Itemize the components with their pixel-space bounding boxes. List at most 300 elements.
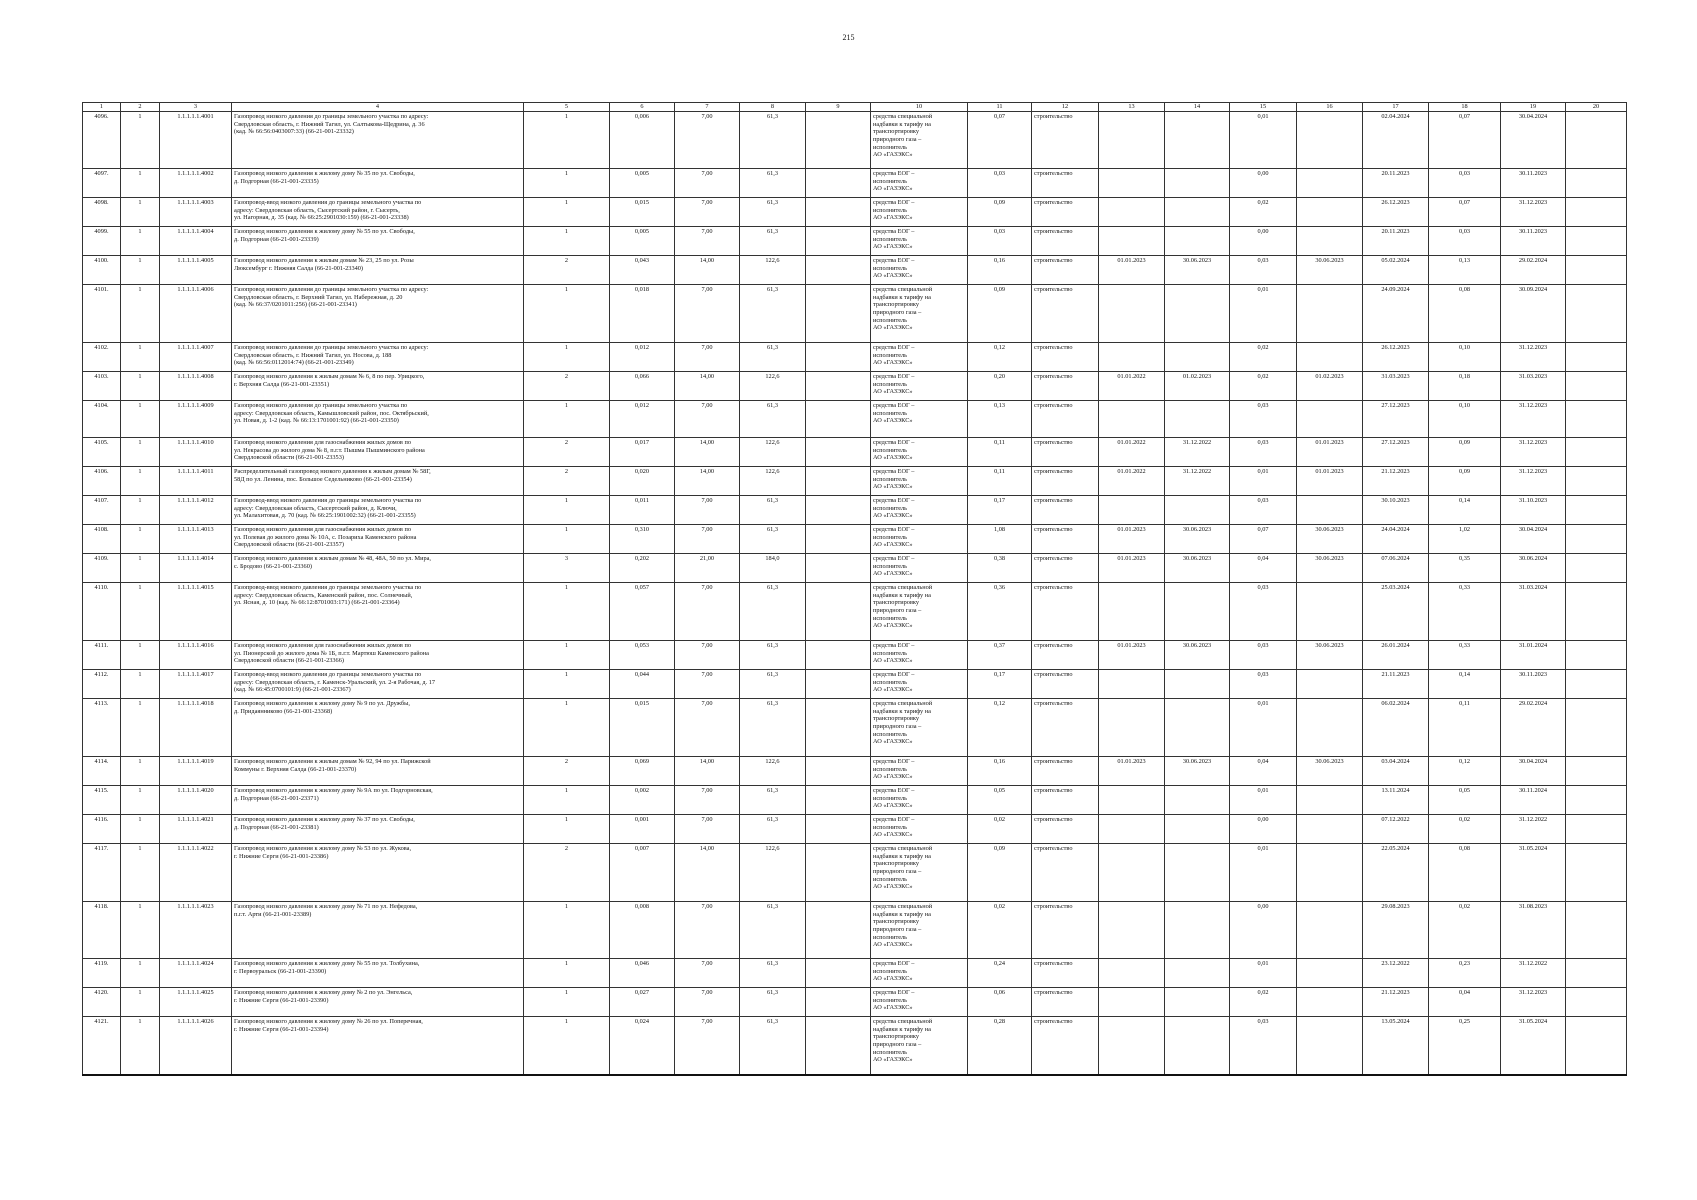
src-line: средства ЕОГ – (873, 257, 915, 264)
cell-c19: 31.05.2024 (1501, 1017, 1566, 1075)
cell-n: 4116. (83, 815, 121, 844)
desc-line: г. Верхняя Салда (66-21-001-23351) (234, 380, 330, 388)
cell-c15: 0,03 (1230, 641, 1297, 670)
cell-c8: 61,3 (740, 641, 806, 670)
cell-c12: строительство (1032, 285, 1099, 343)
cell-code: 1.1.1.1.1.4024 (160, 959, 232, 988)
cell-c17: 24.04.2024 (1363, 525, 1429, 554)
desc-line: Свердловская область, г. Нижний Тагил, ул. Салтыкова-Щедрина, д. 36 (234, 120, 425, 128)
cell-c7: 7,00 (675, 525, 740, 554)
cell-c17: 06.02.2024 (1363, 699, 1429, 757)
cell-code: 1.1.1.1.1.4011 (160, 467, 232, 496)
cell-c15: 0,02 (1230, 198, 1297, 227)
cell-src (871, 699, 968, 757)
cell-code: 1.1.1.1.1.4021 (160, 815, 232, 844)
cell-desc (232, 670, 524, 699)
cell-c11: 0,17 (968, 496, 1032, 525)
cell-c2: 1 (121, 372, 160, 401)
cell-c6: 0,027 (610, 988, 675, 1017)
src-line: средства специальной (873, 1018, 933, 1025)
cell-desc (232, 554, 524, 583)
desc-line: ул. Некрасова до жилого дома № 8, п.г.т. Пышма Пышминского района (234, 446, 425, 454)
src-line: АО «ГАЗЭКС» (873, 151, 913, 159)
cell-c11: 0,06 (968, 988, 1032, 1017)
cell-c18: 0,05 (1429, 786, 1501, 815)
cell-c14 (1165, 496, 1230, 525)
src-line: исполнитель (873, 562, 908, 570)
cell-c15: 0,02 (1230, 988, 1297, 1017)
cell-c5: 1 (524, 496, 610, 525)
cell-c19: 30.04.2024 (1501, 525, 1566, 554)
cell-c16 (1297, 815, 1363, 844)
src-line: природного газа – (873, 136, 922, 144)
cell-c14: 30.06.2023 (1165, 641, 1230, 670)
desc-line: Газопровод низкого давления для газоснабжения жилых домов по (234, 642, 411, 649)
cell-c2: 1 (121, 670, 160, 699)
cell-c16 (1297, 401, 1363, 438)
cell-c11: 0,09 (968, 285, 1032, 343)
src-line: исполнитель (873, 177, 908, 185)
table-row (83, 343, 1627, 372)
src-line: АО «ГАЗЭКС» (873, 941, 913, 949)
desc-line: Газопровод низкого давления к жилому дому № 35 по ул. Свободы, (234, 170, 415, 177)
cell-c17: 24.09.2024 (1363, 285, 1429, 343)
src-line: средства ЕОГ – (873, 497, 915, 504)
cell-c16 (1297, 786, 1363, 815)
cell-c15: 0,02 (1230, 343, 1297, 372)
cell-c5: 2 (524, 256, 610, 285)
cell-c17: 26.12.2023 (1363, 198, 1429, 227)
cell-c8: 61,3 (740, 285, 806, 343)
investment-table (82, 102, 1627, 1076)
cell-c11: 0,17 (968, 670, 1032, 699)
table-row (83, 583, 1627, 641)
cell-c8: 61,3 (740, 401, 806, 438)
cell-c14 (1165, 699, 1230, 757)
cell-c17: 07.12.2022 (1363, 815, 1429, 844)
cell-desc (232, 583, 524, 641)
cell-c9 (806, 112, 871, 169)
cell-c15: 0,04 (1230, 757, 1297, 786)
cell-c7: 7,00 (675, 285, 740, 343)
cell-c19: 31.12.2023 (1501, 401, 1566, 438)
cell-c19: 30.06.2024 (1501, 554, 1566, 583)
cell-code: 1.1.1.1.1.4002 (160, 169, 232, 198)
cell-code: 1.1.1.1.1.4007 (160, 343, 232, 372)
desc-line: Газопровод низкого давления к жилым домам № 92, 94 по ул. Парижской (234, 758, 431, 765)
cell-c15: 0,03 (1230, 1017, 1297, 1075)
cell-c20 (1566, 256, 1627, 285)
cell-c8: 61,3 (740, 699, 806, 757)
table-row (83, 786, 1627, 815)
cell-desc (232, 525, 524, 554)
src-line: исполнитель (873, 794, 908, 802)
cell-c16 (1297, 844, 1363, 902)
desc-line: г. Нижние Серги (66-21-001-23394) (234, 1025, 329, 1033)
column-header: 16 (1297, 103, 1363, 112)
cell-c13: 01.01.2022 (1099, 467, 1165, 496)
cell-c5: 2 (524, 372, 610, 401)
cell-c11: 0,11 (968, 467, 1032, 496)
cell-c16: 30.06.2023 (1297, 554, 1363, 583)
src-line: исполнитель (873, 475, 908, 483)
cell-c12: строительство (1032, 902, 1099, 959)
cell-code: 1.1.1.1.1.4014 (160, 554, 232, 583)
cell-c16 (1297, 1017, 1363, 1075)
cell-c16 (1297, 988, 1363, 1017)
src-line: средства ЕОГ – (873, 758, 915, 765)
cell-c7: 7,00 (675, 815, 740, 844)
desc-line: г. Нижние Серги (66-21-001-23390) (234, 996, 329, 1004)
src-line: АО «ГАЗЭКС» (873, 883, 913, 891)
src-line: средства ЕОГ – (873, 373, 915, 380)
src-line: АО «ГАЗЭКС» (873, 1056, 913, 1064)
column-header: 19 (1501, 103, 1566, 112)
cell-c8: 122,6 (740, 844, 806, 902)
cell-c18: 0,33 (1429, 583, 1501, 641)
cell-c11: 0,05 (968, 786, 1032, 815)
cell-c5: 1 (524, 198, 610, 227)
desc-line: 58Д по ул. Ленина, пос. Большое Седельниково (66-21-001-23354) (234, 475, 412, 483)
cell-c2: 1 (121, 988, 160, 1017)
cell-c12: строительство (1032, 401, 1099, 438)
cell-c2: 1 (121, 343, 160, 372)
cell-code: 1.1.1.1.1.4015 (160, 583, 232, 641)
cell-n: 4117. (83, 844, 121, 902)
cell-c15: 0,04 (1230, 554, 1297, 583)
cell-c9 (806, 670, 871, 699)
cell-c18: 0,10 (1429, 401, 1501, 438)
src-line: средства ЕОГ – (873, 671, 915, 678)
cell-c18: 0,25 (1429, 1017, 1501, 1075)
cell-c11: 0,07 (968, 112, 1032, 169)
cell-c11: 0,20 (968, 372, 1032, 401)
cell-c2: 1 (121, 227, 160, 256)
column-header: 15 (1230, 103, 1297, 112)
cell-code: 1.1.1.1.1.4001 (160, 112, 232, 169)
src-line: средства ЕОГ – (873, 555, 915, 562)
cell-c16 (1297, 583, 1363, 641)
cell-c8: 122,6 (740, 372, 806, 401)
cell-c13 (1099, 902, 1165, 959)
cell-c9 (806, 438, 871, 467)
cell-c13: 01.01.2023 (1099, 641, 1165, 670)
desc-line: с. Бродово (66-21-001-23360) (234, 562, 312, 570)
src-line: исполнитель (873, 409, 908, 417)
cell-c7: 7,00 (675, 227, 740, 256)
table-body (83, 112, 1627, 1075)
cell-c9 (806, 227, 871, 256)
cell-c13 (1099, 583, 1165, 641)
cell-desc (232, 343, 524, 372)
cell-c7: 14,00 (675, 844, 740, 902)
cell-c6: 0,006 (610, 112, 675, 169)
desc-line: Газопровод низкого давления к жилым домам № 48, 48А, 50 по ул. Мира, (234, 555, 431, 562)
src-line: транспортировку (873, 715, 920, 723)
cell-src (871, 988, 968, 1017)
cell-c16 (1297, 343, 1363, 372)
cell-c2: 1 (121, 169, 160, 198)
cell-c11: 0,12 (968, 699, 1032, 757)
cell-c5: 1 (524, 401, 610, 438)
table-row (83, 815, 1627, 844)
cell-code: 1.1.1.1.1.4013 (160, 525, 232, 554)
cell-c12: строительство (1032, 815, 1099, 844)
cell-c12: строительство (1032, 372, 1099, 401)
cell-c19: 31.12.2022 (1501, 815, 1566, 844)
cell-c9 (806, 198, 871, 227)
cell-n: 4113. (83, 699, 121, 757)
column-header: 3 (160, 103, 232, 112)
cell-c15: 0,03 (1230, 583, 1297, 641)
cell-c15: 0,03 (1230, 401, 1297, 438)
cell-c14 (1165, 112, 1230, 169)
cell-c17: 07.06.2024 (1363, 554, 1429, 583)
cell-c13 (1099, 786, 1165, 815)
src-line: средства специальной (873, 584, 933, 591)
cell-n: 4112. (83, 670, 121, 699)
cell-c20 (1566, 285, 1627, 343)
cell-c2: 1 (121, 525, 160, 554)
cell-c8: 122,6 (740, 757, 806, 786)
cell-desc (232, 815, 524, 844)
src-line: транспортировку (873, 860, 920, 868)
cell-c8: 61,3 (740, 670, 806, 699)
cell-c9 (806, 583, 871, 641)
cell-n: 4115. (83, 786, 121, 815)
cell-c20 (1566, 438, 1627, 467)
cell-c20 (1566, 112, 1627, 169)
cell-c13 (1099, 112, 1165, 169)
page-number: 215 (842, 33, 855, 42)
desc-line: Газопровод низкого давления к жилому дому № 53 по ул. Жукова, (234, 845, 412, 852)
cell-c6: 0,046 (610, 959, 675, 988)
cell-c20 (1566, 786, 1627, 815)
cell-c17: 23.12.2022 (1363, 959, 1429, 988)
cell-c11: 0,12 (968, 343, 1032, 372)
desc-line: Коммуны г. Верхняя Салда (66-21-001-23370) (234, 765, 357, 773)
desc-line: Газопровод-ввод низкого давления до границы земельного участка по (234, 497, 422, 504)
cell-c17: 26.12.2023 (1363, 343, 1429, 372)
src-line: АО «ГАЗЭКС» (873, 1004, 913, 1012)
cell-c16: 01.02.2023 (1297, 372, 1363, 401)
cell-c20 (1566, 401, 1627, 438)
desc-line: ул. Малахитовая, д. 70 (кад. № 66:25:1901002:32) (66-21-001-23355) (234, 512, 416, 520)
src-line: исполнитель (873, 264, 908, 272)
cell-desc (232, 285, 524, 343)
cell-c7: 7,00 (675, 1017, 740, 1075)
table-row (83, 401, 1627, 438)
cell-c6: 0,017 (610, 438, 675, 467)
cell-src (871, 1017, 968, 1075)
cell-c2: 1 (121, 285, 160, 343)
cell-c2: 1 (121, 198, 160, 227)
cell-c8: 122,6 (740, 467, 806, 496)
cell-c6: 0,012 (610, 343, 675, 372)
cell-c5: 1 (524, 988, 610, 1017)
cell-c12: строительство (1032, 467, 1099, 496)
desc-line: Свердловская область, г. Нижний Тагил, ул. Носова, д. 188 (234, 351, 392, 359)
desc-line: Газопровод низкого давления к жилому дому № 9А по ул. Подгорновская, (234, 787, 433, 794)
cell-c19: 31.03.2024 (1501, 583, 1566, 641)
cell-c20 (1566, 959, 1627, 988)
cell-c6: 0,012 (610, 401, 675, 438)
src-line: АО «ГАЗЭКС» (873, 483, 913, 491)
cell-c13 (1099, 343, 1165, 372)
cell-c19: 29.02.2024 (1501, 256, 1566, 285)
cell-c18: 0,10 (1429, 343, 1501, 372)
column-header: 13 (1099, 103, 1165, 112)
cell-c17: 29.08.2023 (1363, 902, 1429, 959)
desc-line: Газопровод низкого давления до границы земельного участка по адресу: (234, 344, 429, 351)
cell-c6: 0,202 (610, 554, 675, 583)
cell-desc (232, 256, 524, 285)
cell-c2: 1 (121, 438, 160, 467)
cell-c8: 61,3 (740, 583, 806, 641)
cell-c7: 7,00 (675, 583, 740, 641)
cell-code: 1.1.1.1.1.4016 (160, 641, 232, 670)
cell-n: 4104. (83, 401, 121, 438)
cell-c19: 30.11.2023 (1501, 670, 1566, 699)
src-line: транспортировку (873, 1033, 920, 1041)
cell-c14: 30.06.2023 (1165, 554, 1230, 583)
column-number-row (83, 103, 1627, 112)
cell-code: 1.1.1.1.1.4026 (160, 1017, 232, 1075)
src-line: средства ЕОГ – (873, 170, 915, 177)
cell-c2: 1 (121, 467, 160, 496)
cell-src (871, 112, 968, 169)
cell-c17: 26.01.2024 (1363, 641, 1429, 670)
desc-line: Газопровод низкого давления для газоснабжения жилых домов по (234, 439, 411, 446)
cell-c13 (1099, 285, 1165, 343)
cell-src (871, 786, 968, 815)
cell-c19: 30.09.2024 (1501, 285, 1566, 343)
cell-c5: 1 (524, 227, 610, 256)
cell-c7: 7,00 (675, 641, 740, 670)
cell-c11: 0,24 (968, 959, 1032, 988)
src-line: АО «ГАЗЭКС» (873, 214, 913, 222)
cell-c18: 0,03 (1429, 169, 1501, 198)
cell-c6: 0,310 (610, 525, 675, 554)
cell-c18: 0,35 (1429, 554, 1501, 583)
cell-c13 (1099, 670, 1165, 699)
src-line: средства ЕОГ – (873, 816, 915, 823)
cell-c6: 0,002 (610, 786, 675, 815)
cell-c12: строительство (1032, 670, 1099, 699)
cell-c18: 0,11 (1429, 699, 1501, 757)
src-line: исполнитель (873, 533, 908, 541)
cell-c5: 1 (524, 959, 610, 988)
src-line: средства ЕОГ – (873, 960, 915, 967)
cell-c19: 29.02.2024 (1501, 699, 1566, 757)
cell-src (871, 467, 968, 496)
cell-c8: 122,6 (740, 256, 806, 285)
src-line: средства специальной (873, 903, 933, 910)
cell-c5: 1 (524, 815, 610, 844)
cell-c7: 14,00 (675, 372, 740, 401)
cell-c9 (806, 285, 871, 343)
src-line: транспортировку (873, 918, 920, 926)
cell-c16: 30.06.2023 (1297, 256, 1363, 285)
cell-src (871, 438, 968, 467)
cell-c7: 7,00 (675, 786, 740, 815)
table-row (83, 757, 1627, 786)
cell-c14: 01.02.2023 (1165, 372, 1230, 401)
table-row (83, 844, 1627, 902)
cell-c5: 2 (524, 438, 610, 467)
column-header: 6 (610, 103, 675, 112)
cell-c18: 0,23 (1429, 959, 1501, 988)
desc-line: Газопровод низкого давления к жилым домам № 23, 25 по ул. Розы (234, 257, 414, 264)
cell-c7: 7,00 (675, 988, 740, 1017)
src-line: исполнитель (873, 875, 908, 883)
cell-c9 (806, 699, 871, 757)
src-line: АО «ГАЗЭКС» (873, 686, 913, 694)
src-line: средства ЕОГ – (873, 228, 915, 235)
cell-c8: 61,3 (740, 343, 806, 372)
table-row (83, 525, 1627, 554)
cell-c6: 0,005 (610, 169, 675, 198)
src-line: надбавки к тарифу на (873, 1025, 931, 1033)
desc-line: Газопровод-ввод низкого давления до границы земельного участка по (234, 199, 422, 206)
cell-c19: 31.10.2023 (1501, 496, 1566, 525)
cell-c14: 30.06.2023 (1165, 757, 1230, 786)
cell-c14 (1165, 902, 1230, 959)
desc-line: Газопровод низкого давления до границы земельного участка по адресу: (234, 286, 429, 293)
desc-line: д. Придаянниково (66-21-001-23368) (234, 707, 333, 715)
cell-c5: 1 (524, 786, 610, 815)
cell-c18: 0,14 (1429, 496, 1501, 525)
table-row (83, 641, 1627, 670)
cell-c6: 0,018 (610, 285, 675, 343)
cell-c19: 31.12.2023 (1501, 198, 1566, 227)
src-line: АО «ГАЗЭКС» (873, 570, 913, 578)
cell-c17: 27.12.2023 (1363, 438, 1429, 467)
cell-c11: 0,02 (968, 815, 1032, 844)
cell-n: 4108. (83, 525, 121, 554)
cell-code: 1.1.1.1.1.4019 (160, 757, 232, 786)
cell-c19: 31.12.2023 (1501, 438, 1566, 467)
table-row (83, 227, 1627, 256)
cell-n: 4105. (83, 438, 121, 467)
cell-src (871, 583, 968, 641)
cell-c15: 0,07 (1230, 525, 1297, 554)
cell-desc (232, 169, 524, 198)
src-line: АО «ГАЗЭКС» (873, 454, 913, 462)
cell-c19: 31.12.2022 (1501, 959, 1566, 988)
cell-c8: 61,3 (740, 786, 806, 815)
cell-code: 1.1.1.1.1.4023 (160, 902, 232, 959)
cell-c11: 0,37 (968, 641, 1032, 670)
cell-c11: 1,08 (968, 525, 1032, 554)
cell-c18: 0,18 (1429, 372, 1501, 401)
cell-c14 (1165, 285, 1230, 343)
cell-c8: 61,3 (740, 902, 806, 959)
cell-c16: 01.01.2023 (1297, 467, 1363, 496)
cell-c14 (1165, 401, 1230, 438)
src-line: надбавки к тарифу на (873, 591, 931, 599)
cell-c2: 1 (121, 699, 160, 757)
cell-desc (232, 467, 524, 496)
column-header: 18 (1429, 103, 1501, 112)
cell-c7: 7,00 (675, 343, 740, 372)
src-line: исполнитель (873, 316, 908, 324)
src-line: природного газа – (873, 723, 922, 731)
cell-c20 (1566, 641, 1627, 670)
cell-c17: 31.03.2023 (1363, 372, 1429, 401)
cell-c2: 1 (121, 786, 160, 815)
src-line: исполнитель (873, 143, 908, 151)
